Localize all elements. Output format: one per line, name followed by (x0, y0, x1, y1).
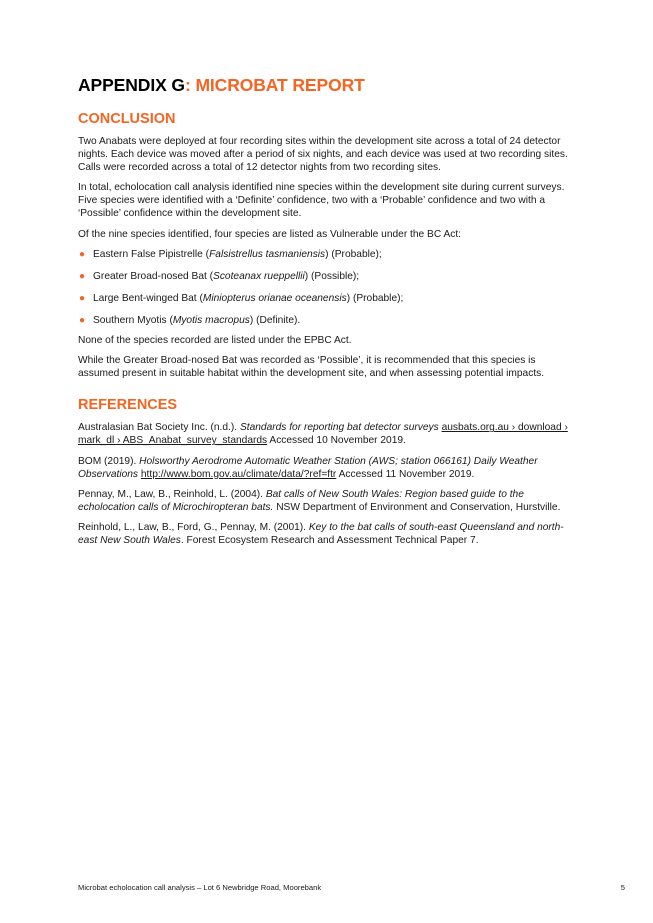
species-list (78, 248, 575, 327)
conclusion-paragraph-1: Two Anabats were deployed at four recording sites within the development site across a total of 24 detector nights. Each device was moved after a period of six nights, and each device was used at two recording sites. Calls were recorded across a total of 12 detector nights from two recording sites. (78, 136, 568, 174)
bullet-icon: ● (79, 248, 86, 260)
reference-4: Reinhold, L., Law, B., Ford, G., Pennay, M. (2001). Key to the bat calls of south-east Queensland and north-east New South Wales. Forest Ecosystem Research and Assessment Technical Paper 7. (78, 521, 564, 546)
reference-1-link[interactable]: ausbats.org.au › download › mark_dl › ABS_Anabat_survey_standards (78, 422, 568, 447)
conclusion-heading: CONCLUSION (78, 111, 176, 127)
reference-1: Australasian Bat Society Inc. (n.d.). Standards for reporting bat detector surveys ausbats.org.au › download › mark_dl › ABS_Anabat_survey_standards Accessed 10 November 2019. (78, 422, 568, 447)
list-item: ● Large Bent-winged Bat (Miniopterus orianae oceanensis) (Probable); (79, 292, 404, 304)
bullet-icon: ● (79, 270, 86, 282)
page-number: 5 (620, 883, 625, 892)
list-item: ● Greater Broad-nosed Bat (Scoteanax rueppellii) (Possible); (79, 270, 360, 282)
title-prefix: APPENDIX G (78, 75, 185, 95)
conclusion-paragraph-3: Of the nine species identified, four species are listed as Vulnerable under the BC Act: (78, 228, 462, 240)
list-item: ● Southern Myotis (Myotis macropus) (Definite). (79, 314, 301, 326)
title-text: : MICROBAT REPORT (184, 75, 365, 95)
list-item: ● Eastern False Pipistrelle (Falsistrellus tasmaniensis) (Probable); (79, 248, 382, 260)
reference-2-link[interactable]: http://www.bom.gov.au/climate/data/?ref=ftr (140, 468, 337, 480)
conclusion-paragraph-4: None of the species recorded are listed under the EPBC Act. (78, 335, 352, 347)
bullet-icon: ● (79, 314, 86, 326)
conclusion-paragraph-5: While the Greater Broad-nosed Bat was recorded as ‘Possible’, it is recommended that this species is assumed present in suitable habitat within the development site, and when assessing potential impacts. (78, 355, 545, 380)
page-title (78, 74, 575, 96)
conclusion-paragraph-2: In total, echolocation call analysis identified nine species within the development site during current surveys. Five species were identified with a ‘Definite’ confidence, two with a ‘Probable’ confidence and two with a ‘Possible’ confidence within the development site. (78, 182, 565, 220)
footer-text: Microbat echolocation call analysis – Lot 6 Newbridge Road, Moorebank (78, 883, 322, 892)
references-heading: REFERENCES (78, 397, 178, 414)
reference-3: Pennay, M., Law, B., Reinhold, L. (2004). Bat calls of New South Wales: Region based guide to the echolocation calls of Microchiropteran bats. NSW Department of Environment and Conservation, Hurstville. (78, 488, 561, 513)
document-page (78, 74, 575, 554)
reference-2: BOM (2019). Holsworthy Aerodrome Automatic Weather Station (AWS; station 066161) Daily Weather Observations http://www.bom.gov.au/climate/data/?ref=ftr Accessed 11 November 2019. (78, 455, 538, 480)
page-footer (78, 883, 625, 892)
bullet-icon: ● (79, 292, 86, 304)
